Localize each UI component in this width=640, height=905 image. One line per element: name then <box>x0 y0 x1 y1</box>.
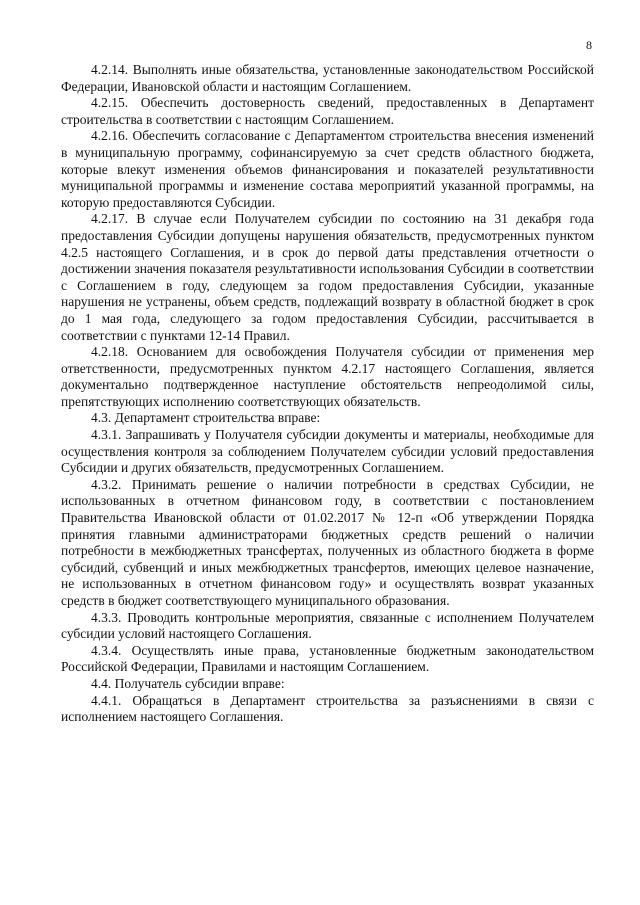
paragraph-4-3-3: 4.3.3. Проводить контрольные мероприятия, связанные с исполнением Получателем субсидии условий настоящего Соглашения. <box>61 609 594 642</box>
page-number: 8 <box>586 38 592 52</box>
paragraph-4-4-1: 4.4.1. Обращаться в Департамент строительства за разъяснениями в связи с исполнением настоящего Соглашения. <box>61 692 594 725</box>
paragraph-4-3: 4.3. Департамент строительства вправе: <box>91 410 321 426</box>
paragraph-4-2-16: 4.2.16. Обеспечить согласование с Департаментом строительства внесения изменений в муниципальную программу, софинансируемую за счет средств областного бюджета, которые влекут изменения объемов финансирования и показателей результативности муниципальной программы и изменение состава мероприятий указанной программы, на которую предоставляются Субсидии. <box>61 128 594 210</box>
paragraph-4-2-18: 4.2.18. Основанием для освобождения Получателя субсидии от применения мер ответственности, предусмотренных пунктом 4.2.17 настоящего Соглашения, является документально подтвержденное наступление обстоятельств непреодолимой силы, препятствующих исполнению соответствующих обязательств. <box>61 344 594 409</box>
paragraph-4-3-1: 4.3.1. Запрашивать у Получателя субсидии документы и материалы, необходимые для осуществления контроля за соблюдением Получателем субсидии условий предоставления Субсидии и других обязательств, предусмотренных Соглашением. <box>61 427 594 476</box>
paragraph-4-2-17: 4.2.17. В случае если Получателем субсидии по состоянию на 31 декабря года предоставления Субсидии допущены нарушения обязательств, предусмотренных пунктом 4.2.5 настоящего Соглашения, и в срок до первой даты представления отчетности о достижении значения показателя результативности использования Субсидии в соответствии с Соглашением в году, следующем за годом предоставления Субсидии, указанные нарушения не устранены, объем средств, подлежащий возврату в областной бюджет в срок до 1 мая года, следующего за годом предоставления Субсидии, рассчитывается в соответствии с пунктами 12-14 Правил. <box>61 211 594 343</box>
paragraph-4-2-14: 4.2.14. Выполнять иные обязательства, установленные законодательством Российской Федерации, Ивановской области и настоящим Соглашением. <box>61 62 594 94</box>
paragraph-4-3-2: 4.3.2. Принимать решение о наличии потребности в средствах Субсидии, не использованных в отчетном финансовом году, в соответствии с постановлением Правительства Ивановской области от 01.02.2017 № 12-п «Об утверждении Порядка принятия главными администраторами бюджетных средств решений о наличии потребности в межбюджетных трансфертах, полученных из областного бюджета в форме субсидий, субвенций и иных межбюджетных трансфертов, имеющих целевое назначение, не использованных в отчетном финансовом году» и осуществлять возврат указанных средств в бюджет соответствующего муниципального образования. <box>61 476 594 608</box>
document-body <box>61 62 594 726</box>
paragraph-4-4: 4.4. Получатель субсидии вправе: <box>91 675 285 691</box>
paragraph-4-2-15: 4.2.15. Обеспечить достоверность сведений, предоставленных в Департамент строительства в соответствии с настоящим Соглашением. <box>61 95 594 127</box>
paragraph-4-3-4: 4.3.4. Осуществлять иные права, установленные бюджетным законодательством Российской Федерации, Правилами и настоящим Соглашением. <box>61 642 594 675</box>
